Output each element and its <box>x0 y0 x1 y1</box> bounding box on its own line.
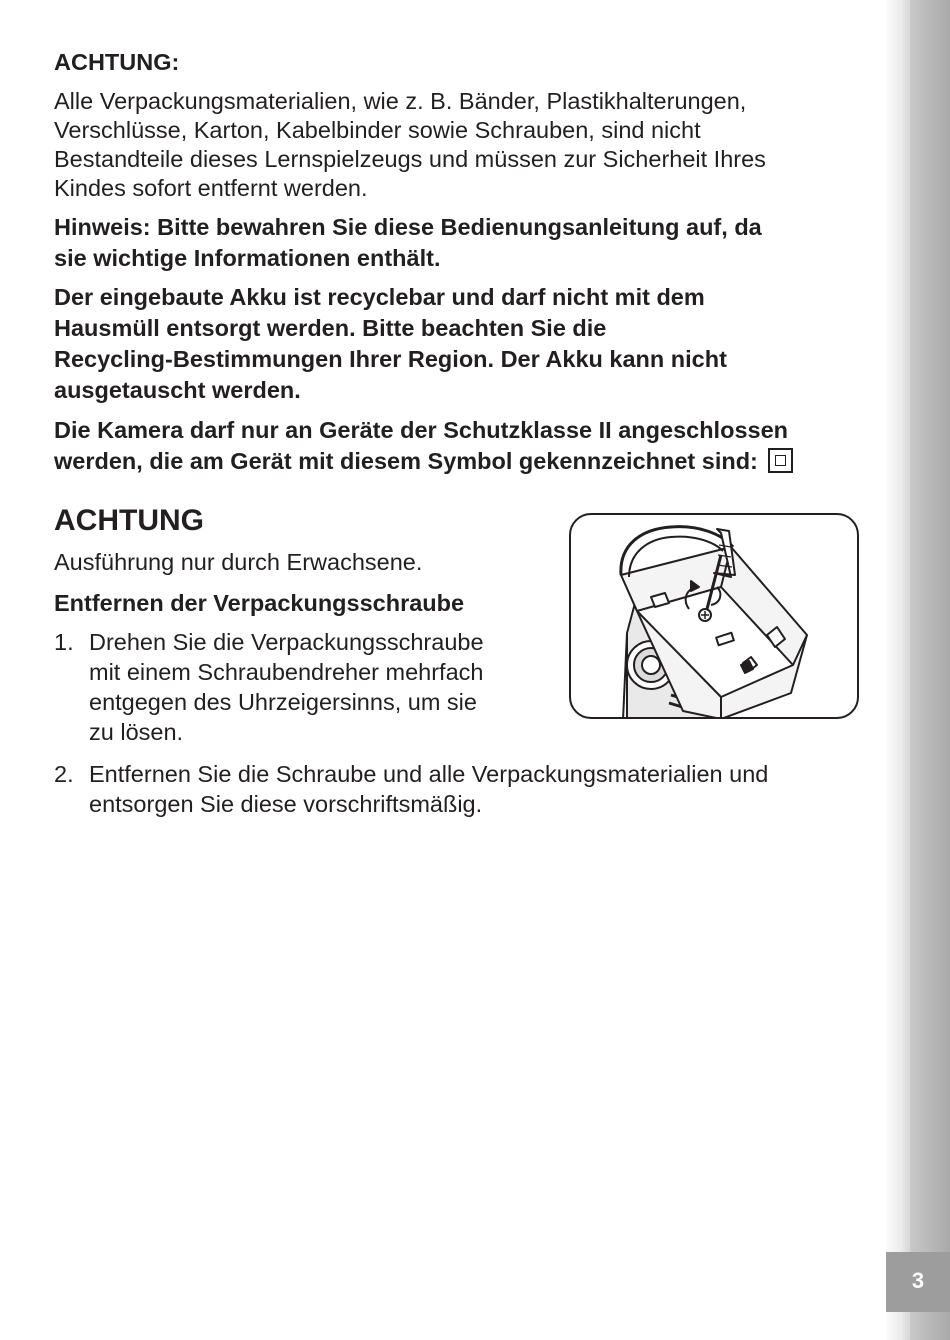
akku-line-1: Der eingebaute Akku ist recyclebar und darf nicht mit dem <box>54 284 705 310</box>
step-1-line-3: entgegen des Uhrzeigersinns, um sie <box>89 689 477 715</box>
step-1 <box>54 628 534 752</box>
step-2-line-2: entsorgen Sie diese vorschriftsmäßig. <box>89 791 483 817</box>
akku-line-4: ausgetauscht werden. <box>54 377 301 403</box>
hinweis-line-2: sie wichtige Informationen enthält. <box>54 245 441 271</box>
schutzklasse-line-2: werden, die am Gerät mit diesem Symbol gekennzeichnet sind: <box>54 448 758 474</box>
hinweis-line-1: Hinweis: Bitte bewahren Sie diese Bedienungsanleitung auf, da <box>54 214 762 240</box>
section-subheading: Entfernen der Verpackungsschraube <box>54 590 465 616</box>
step-2-line-1: Entfernen Sie die Schraube und alle Verpackungsmaterialien und <box>89 761 769 787</box>
schutzklasse-line-1: Die Kamera darf nur an Geräte der Schutzklasse II angeschlossen <box>54 417 789 443</box>
side-tab-highlight <box>886 0 910 1340</box>
warning-line-1: Alle Verpackungsmaterialien, wie z. B. Bänder, Plastikhalterungen, <box>54 88 747 114</box>
camera-packaging-screw-illustration <box>569 513 859 719</box>
warning-heading: ACHTUNG: <box>54 49 180 75</box>
warning-line-4: Kindes sofort entfernt werden. <box>54 175 368 201</box>
schutzklasse-line-2-wrap <box>54 447 793 476</box>
akku-line-2: Hausmüll entsorgt werden. Bitte beachten Sie die <box>54 315 607 341</box>
step-1-line-1: Drehen Sie die Verpackungsschraube <box>89 629 484 655</box>
akku-line-3: Recycling-Bestimmungen Ihrer Region. Der Akku kann nicht <box>54 346 727 372</box>
step-2-number: 2. <box>54 761 74 787</box>
section-subtitle: Ausführung nur durch Erwachsene. <box>54 549 423 575</box>
page-number: 3 <box>911 1268 925 1293</box>
step-1-line-2: mit einem Schraubendreher mehrfach <box>89 659 484 685</box>
step-1-line-4: zu lösen. <box>89 719 184 745</box>
camera-illustration-drawing <box>571 515 857 717</box>
section-title: ACHTUNG <box>54 504 204 537</box>
warning-line-3: Bestandteile dieses Lernspielzeugs und müssen zur Sicherheit Ihres <box>54 146 766 172</box>
protection-class-ii-symbol-icon <box>768 448 793 473</box>
warning-line-2: Verschlüsse, Karton, Kabelbinder sowie Schrauben, sind nicht <box>54 117 701 143</box>
step-1-number: 1. <box>54 629 74 655</box>
step-2 <box>54 760 860 822</box>
